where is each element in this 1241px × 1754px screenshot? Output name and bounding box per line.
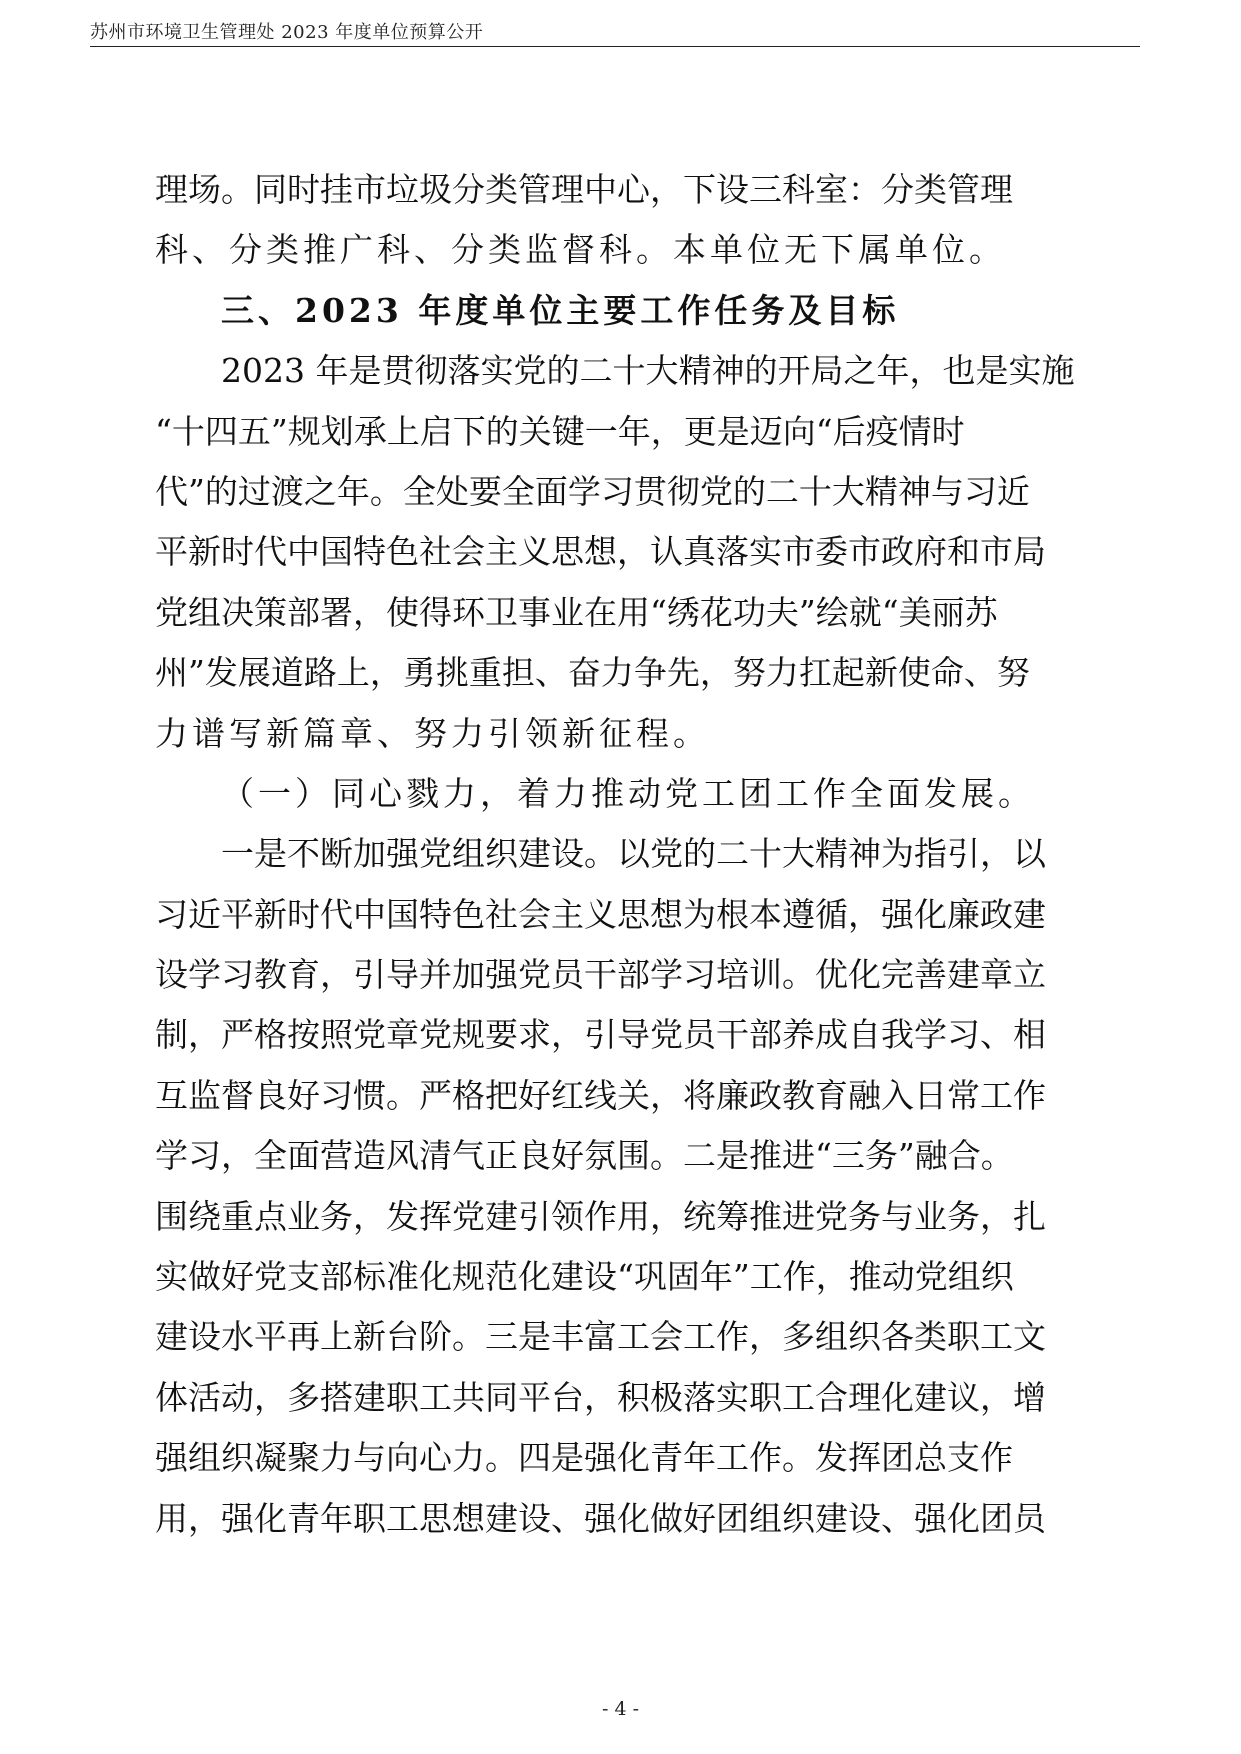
text-line: 学习，全面营造风清气正良好氛围。二是推进“三务”融合。 xyxy=(155,1136,1014,1176)
text-line: 党组决策部署，使得环卫事业在用“绣花功夫”绘就“美丽苏 xyxy=(155,592,998,632)
text-line: 设学习教育，引导并加强党员干部学习培训。优化完善建章立 xyxy=(155,955,1046,995)
section-heading: 三、2023 年度单位主要工作任务及目标 xyxy=(221,290,900,330)
text-line: 州”发展道路上，勇挑重担、奋力争先，努力扛起新使命、努 xyxy=(155,653,1030,693)
text-line: 理场。同时挂市垃圾分类管理中心，下设三科室：分类管理 xyxy=(155,170,1013,209)
text-line: （一）同心戮力，着力推动党工团工作全面发展。 xyxy=(221,773,1035,813)
text-line: 实做好党支部标准化规范化建设“巩固年”工作，推动党组织 xyxy=(155,1257,1014,1297)
running-header xyxy=(90,12,1140,47)
text-line: 习近平新时代中国特色社会主义思想为根本遵循，强化廉政建 xyxy=(155,894,1046,934)
page-number: - 4 - xyxy=(601,1698,639,1720)
text-line: 建设水平再上新台阶。三是丰富工会工作，多组织各类职工文 xyxy=(155,1317,1046,1357)
running-header-title: 苏州市环境卫生管理处 2023 年度单位预算公开 xyxy=(90,22,484,43)
text-line: 平新时代中国特色社会主义思想，认真落实市委市政府和市局 xyxy=(155,532,1046,572)
text-line: 一是不断加强党组织建设。以党的二十大精神为指引，以 xyxy=(221,834,1046,874)
text-line: 互监督良好习惯。严格把好红线关，将廉政教育融入日常工作 xyxy=(155,1075,1046,1115)
text-line: 制，严格按照党章党规要求，引导党员干部养成自我学习、相 xyxy=(155,1015,1046,1055)
text-line: 强组织凝聚力与向心力。四是强化青年工作。发挥团总支作 xyxy=(155,1438,1013,1478)
text-line: 用，强化青年职工思想建设、强化做好团组织建设、强化团员 xyxy=(155,1498,1046,1538)
text-line: 科、分类推广科、分类监督科。本单位无下属单位。 xyxy=(155,230,1006,270)
text-line: 2023 年是贯彻落实党的二十大精神的开局之年，也是实施 xyxy=(221,351,1075,391)
text-line: “十四五”规划承上启下的关键一年，更是迈向“后疫情时 xyxy=(155,411,965,451)
text-line: 体活动，多搭建职工共同平台，积极落实职工合理化建议，增 xyxy=(155,1377,1046,1417)
text-line: 力谱写新篇章、努力引领新征程。 xyxy=(155,713,710,753)
text-line: 代”的过渡之年。全处要全面学习贯彻党的二十大精神与习近 xyxy=(155,471,1030,511)
document-body xyxy=(155,160,1085,1549)
text-line: 围绕重点业务，发挥党建引领作用，统筹推进党务与业务，扎 xyxy=(155,1196,1046,1236)
